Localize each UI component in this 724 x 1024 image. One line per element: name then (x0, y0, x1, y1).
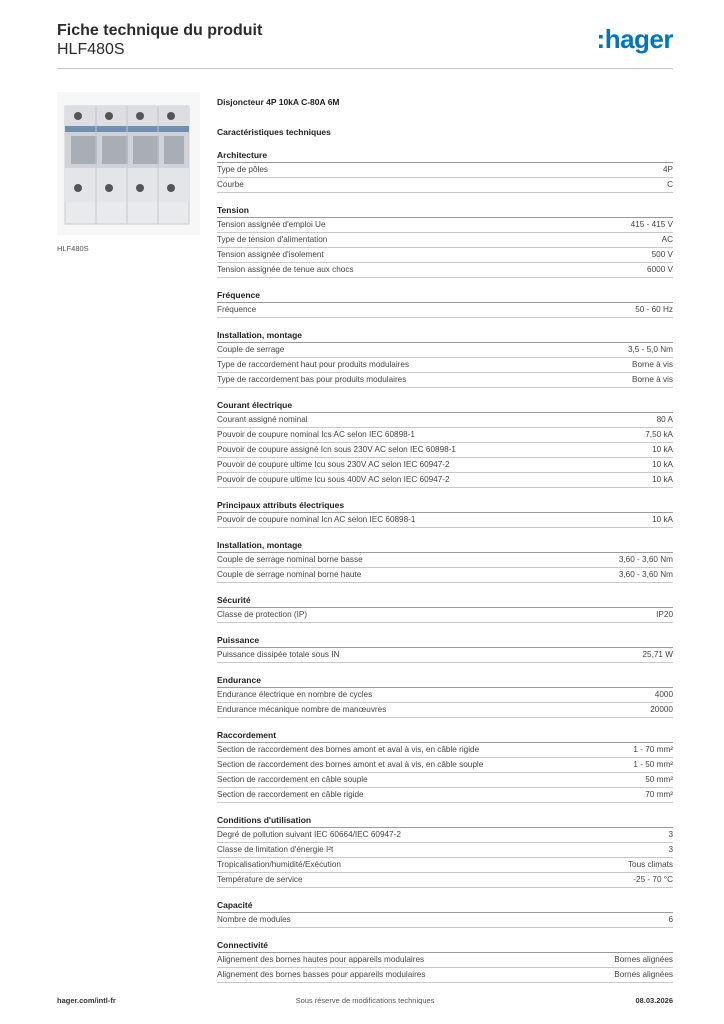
spec-label: Alignement des bornes basses pour appareils modulaires (217, 970, 426, 979)
spec-group-title: Capacité (217, 898, 673, 913)
spec-row (217, 703, 673, 718)
group-spacer (217, 528, 673, 538)
spec-label: Tropicalisation/humidité/Exécution (217, 860, 341, 869)
spec-row (217, 568, 673, 583)
document-title: Fiche technique du produit (57, 22, 263, 39)
spec-value: 3 (668, 830, 673, 839)
spec-value: Bornes alignées (614, 970, 673, 979)
spec-value: C (667, 180, 673, 189)
spec-value: -25 - 70 °C (633, 875, 673, 884)
spec-value: AC (661, 235, 673, 244)
spec-value: Borne à vis (632, 360, 673, 369)
spec-row (217, 178, 673, 193)
spec-row (217, 968, 673, 983)
spec-value: Bornes alignées (614, 955, 673, 964)
spec-group-title: Puissance (217, 633, 673, 648)
spec-label: Section de raccordement des bornes amont et aval à vis, en câble souple (217, 760, 484, 769)
spec-row (217, 428, 673, 443)
spec-row (217, 773, 673, 788)
spec-row (217, 913, 673, 928)
spec-row (217, 513, 673, 528)
spec-group-title: Architecture (217, 148, 673, 163)
spec-value: IP20 (656, 610, 673, 619)
spec-row (217, 473, 673, 488)
spec-value: 10 kA (652, 515, 673, 524)
spec-label: Courant assigné nominal (217, 415, 308, 424)
spec-value: 3,5 - 5,0 Nm (627, 345, 673, 354)
spec-row (217, 233, 673, 248)
spec-label: Endurance mécanique nombre de manœuvres (217, 705, 387, 714)
spec-value: 500 V (651, 250, 673, 259)
spec-label: Couple de serrage nominal borne haute (217, 570, 362, 579)
spec-label: Pouvoir de coupure assigné Icn sous 230V AC selon IEC 60898-1 (217, 445, 456, 454)
group-spacer (217, 388, 673, 398)
spec-value: 25,71 W (642, 650, 673, 659)
spec-label: Endurance électrique en nombre de cycles (217, 690, 373, 699)
spec-value: 50 mm² (645, 775, 673, 784)
group-spacer (217, 663, 673, 673)
spec-group-title: Tension (217, 203, 673, 218)
spec-label: Section de raccordement en câble souple (217, 775, 368, 784)
spec-row (217, 248, 673, 263)
spec-group-title: Fréquence (217, 288, 673, 303)
product-reference: HLF480S (57, 41, 125, 58)
spec-label: Pouvoir de coupure nominal Icn AC selon IEC 60898-1 (217, 515, 416, 524)
page-header (57, 22, 673, 69)
product-image (57, 92, 200, 235)
spec-value: 4P (662, 165, 673, 174)
product-name: Disjoncteur 4P 10kA C-80A 6M (217, 97, 340, 107)
spec-value: 6 (668, 915, 673, 924)
group-spacer (217, 193, 673, 203)
spec-groups (217, 148, 673, 993)
footer-website-link[interactable]: hager.com/intl-fr (57, 996, 116, 1005)
spec-row (217, 788, 673, 803)
spec-label: Température de service (217, 875, 303, 884)
footer-notice: Sous réserve de modifications techniques (295, 996, 435, 1005)
group-spacer (217, 278, 673, 288)
spec-label: Pouvoir de coupure ultime Icu sous 230V AC selon IEC 60947-2 (217, 460, 450, 469)
group-spacer (217, 803, 673, 813)
spec-group-title: Conditions d'utilisation (217, 813, 673, 828)
spec-value: 3,60 - 3,60 Nm (618, 555, 673, 564)
spec-row (217, 458, 673, 473)
spec-row (217, 443, 673, 458)
group-spacer (217, 488, 673, 498)
spec-value: 7,50 kA (645, 430, 673, 439)
spec-label: Couple de serrage nominal borne basse (217, 555, 363, 564)
spec-label: Pouvoir de coupure nominal Ics AC selon IEC 60898-1 (217, 430, 415, 439)
spec-value: 10 kA (652, 445, 673, 454)
spec-group-title: Raccordement (217, 728, 673, 743)
spec-label: Pouvoir de coupure ultime Icu sous 400V AC selon IEC 60947-2 (217, 475, 450, 484)
spec-section-title: Caractéristiques techniques (217, 127, 331, 137)
spec-row (217, 953, 673, 968)
circuit-breaker-illustration (57, 92, 200, 235)
spec-row (217, 163, 673, 178)
spec-row (217, 858, 673, 873)
spec-label: Couple de serrage (217, 345, 285, 354)
spec-label: Type de raccordement bas pour produits modulaires (217, 375, 407, 384)
hager-logo: :hager (596, 24, 673, 54)
spec-value: Tous climats (627, 860, 673, 869)
spec-label: Tension assignée d'emploi Ue (217, 220, 326, 229)
spec-label: Alignement des bornes hautes pour appareils modulaires (217, 955, 425, 964)
spec-row (217, 358, 673, 373)
spec-label: Type de raccordement haut pour produits modulaires (217, 360, 410, 369)
spec-row (217, 828, 673, 843)
spec-content (217, 96, 673, 993)
spec-row (217, 648, 673, 663)
spec-group-title: Principaux attributs électriques (217, 498, 673, 513)
spec-row (217, 373, 673, 388)
spec-row (217, 688, 673, 703)
spec-group-title: Sécurité (217, 593, 673, 608)
group-spacer (217, 318, 673, 328)
spec-label: Type de tension d'alimentation (217, 235, 328, 244)
spec-row (217, 413, 673, 428)
spec-value: 1 - 50 mm² (633, 760, 673, 769)
group-spacer (217, 928, 673, 938)
spec-group-title: Courant électrique (217, 398, 673, 413)
spec-label: Tension assignée d'isolement (217, 250, 324, 259)
spec-label: Type de pôles (217, 165, 268, 174)
spec-label: Nombre de modules (217, 915, 291, 924)
spec-row (217, 608, 673, 623)
footer-date: 08.03.2026 (635, 996, 673, 1005)
spec-label: Section de raccordement en câble rigide (217, 790, 364, 799)
spec-label: Classe de protection (IP) (217, 610, 308, 619)
spec-row (217, 263, 673, 278)
spec-row (217, 758, 673, 773)
spec-label: Degré de pollution suivant IEC 60664/IEC 60947-2 (217, 830, 401, 839)
group-spacer (217, 718, 673, 728)
group-spacer (217, 623, 673, 633)
spec-group-title: Connectivité (217, 938, 673, 953)
spec-row (217, 843, 673, 858)
spec-value: 3 (668, 845, 673, 854)
spec-label: Fréquence (217, 305, 257, 314)
spec-label: Tension assignée de tenue aux chocs (217, 265, 354, 274)
spec-row (217, 873, 673, 888)
spec-value: 70 mm² (645, 790, 673, 799)
spec-value: 10 kA (652, 475, 673, 484)
spec-value: 3,60 - 3,60 Nm (618, 570, 673, 579)
spec-row (217, 218, 673, 233)
group-spacer (217, 983, 673, 993)
spec-group-title: Installation, montage (217, 538, 673, 553)
spec-row (217, 553, 673, 568)
spec-value: 20000 (650, 705, 673, 714)
spec-value: Borne à vis (632, 375, 673, 384)
spec-label: Classe de limitation d'énergie I²t (217, 845, 334, 854)
spec-row (217, 343, 673, 358)
group-spacer (217, 888, 673, 898)
group-spacer (217, 583, 673, 593)
image-caption: HLF480S (57, 244, 89, 253)
spec-value: 4000 (654, 690, 673, 699)
spec-value: 6000 V (647, 265, 673, 274)
spec-value: 1 - 70 mm² (633, 745, 673, 754)
spec-value: 415 - 415 V (630, 220, 673, 229)
spec-row (217, 743, 673, 758)
spec-value: 10 kA (652, 460, 673, 469)
spec-label: Puissance dissipée totale sous IN (217, 650, 340, 659)
spec-value: 50 - 60 Hz (635, 305, 673, 314)
spec-group-title: Endurance (217, 673, 673, 688)
spec-value: 80 A (656, 415, 673, 424)
spec-label: Section de raccordement des bornes amont et aval à vis, en câble rigide (217, 745, 480, 754)
spec-label: Courbe (217, 180, 244, 189)
spec-group-title: Installation, montage (217, 328, 673, 343)
spec-row (217, 303, 673, 318)
